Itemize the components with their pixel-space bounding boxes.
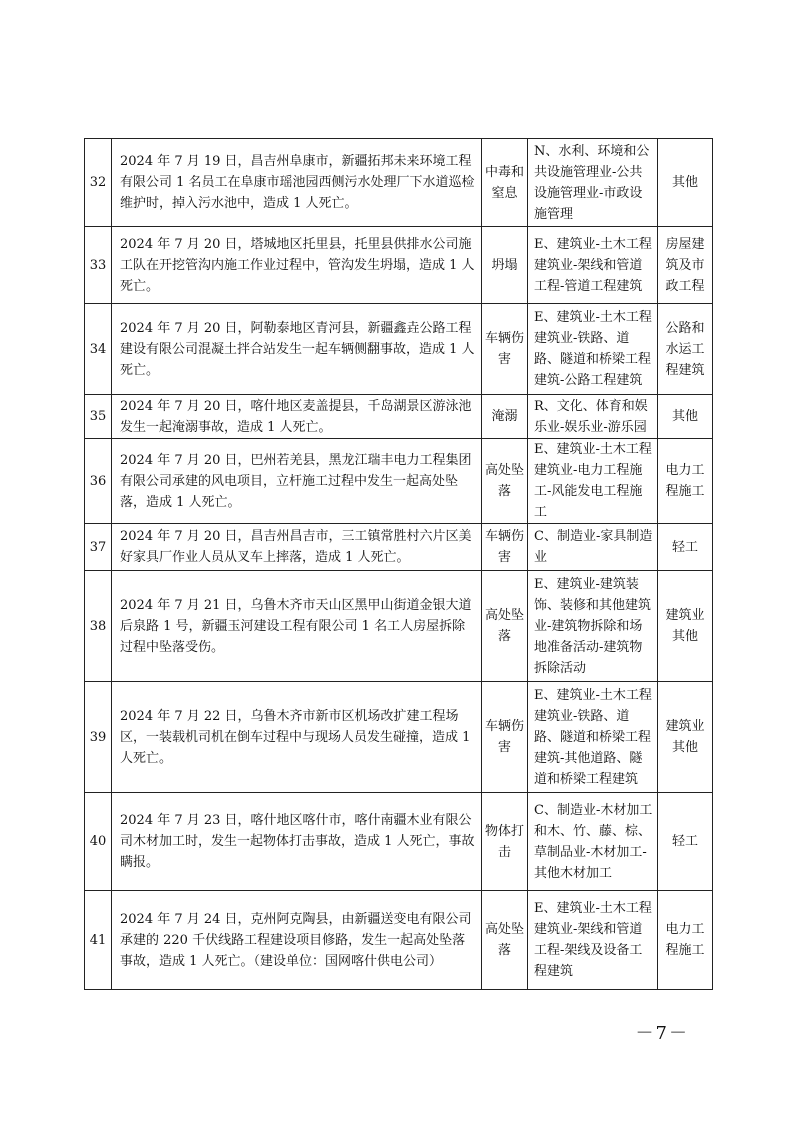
row-number: 35 [85,395,112,439]
industry-category: 建筑业其他 [658,571,713,682]
row-number: 40 [85,793,112,891]
table-row [85,139,713,227]
industry-category: 轻工 [658,524,713,571]
table-row [85,227,713,304]
accident-type: 车辆伤害 [482,524,528,571]
industry-classification: E、建筑业-土木工程建筑业-架线和管道工程-管道工程建筑 [528,227,658,304]
row-number: 34 [85,304,112,395]
accident-description: 2024 年 7 月 23 日，喀什地区喀什市，喀什南疆木业有限公司木材加工时，发生一起物体打击事故，造成 1 人死亡，事故瞒报。 [112,793,482,891]
industry-classification: E、建筑业-土木工程建筑业-电力工程施工-风能发电工程施工 [528,439,658,524]
industry-classification: E、建筑业-建筑装饰、装修和其他建筑业-建筑物拆除和场地准备活动-建筑物拆除活动 [528,571,658,682]
industry-classification: E、建筑业-土木工程建筑业-铁路、道路、隧道和桥梁工程建筑-其他道路、隧道和桥梁工程建筑 [528,682,658,793]
accident-type: 中毒和窒息 [482,139,528,227]
row-number: 36 [85,439,112,524]
accident-type: 车辆伤害 [482,682,528,793]
row-number: 32 [85,139,112,227]
industry-category: 轻工 [658,793,713,891]
accident-type: 淹溺 [482,395,528,439]
row-number: 33 [85,227,112,304]
industry-category: 电力工程施工 [658,891,713,990]
accident-description: 2024 年 7 月 20 日，喀什地区麦盖提县，千岛湖景区游泳池发生一起淹溺事故，造成 1 人死亡。 [112,395,482,439]
industry-classification: C、制造业-木材加工和木、竹、藤、棕、草制品业-木材加工-其他木材加工 [528,793,658,891]
row-number: 37 [85,524,112,571]
accident-description: 2024 年 7 月 19 日，昌吉州阜康市，新疆拓邦未来环境工程有限公司 1 名员工在阜康市瑶池园西侧污水处理厂下水道巡检维护时，掉入污水池中，造成 1 人死亡。 [112,139,482,227]
row-number: 41 [85,891,112,990]
industry-category: 其他 [658,395,713,439]
accident-type: 物体打击 [482,793,528,891]
accident-type: 车辆伤害 [482,304,528,395]
industry-category: 公路和水运工程建筑 [658,304,713,395]
row-number: 39 [85,682,112,793]
industry-category: 房屋建筑及市政工程 [658,227,713,304]
accident-description: 2024 年 7 月 20 日，昌吉州昌吉市，三工镇常胜村六片区美好家具厂作业人员从叉车上摔落，造成 1 人死亡。 [112,524,482,571]
industry-classification: C、制造业-家具制造业 [528,524,658,571]
accident-type: 高处坠落 [482,891,528,990]
accident-type: 坍塌 [482,227,528,304]
table-row [85,524,713,571]
industry-classification: N、水利、环境和公共设施管理业-公共设施管理业-市政设施管理 [528,139,658,227]
table-row [85,891,713,990]
industry-category: 建筑业其他 [658,682,713,793]
industry-classification: E、建筑业-土木工程建筑业-架线和管道工程-架线及设备工程建筑 [528,891,658,990]
industry-category: 其他 [658,139,713,227]
row-number: 38 [85,571,112,682]
accident-description: 2024 年 7 月 22 日，乌鲁木齐市新市区机场改扩建工程场区，一装载机司机在倒车过程中与现场人员发生碰撞，造成 1 人死亡。 [112,682,482,793]
table-row [85,571,713,682]
accident-description: 2024 年 7 月 21 日，乌鲁木齐市天山区黑甲山街道金银大道后泉路 1 号，新疆玉河建设工程有限公司 1 名工人房屋拆除过程中坠落受伤。 [112,571,482,682]
table-row [85,395,713,439]
table-row [85,304,713,395]
accident-table [84,138,713,990]
industry-category: 电力工程施工 [658,439,713,524]
table-row [85,793,713,891]
accident-description: 2024 年 7 月 20 日，巴州若羌县，黑龙江瑞丰电力工程集团有限公司承建的风电项目，立杆施工过程中发生一起高处坠落，造成 1 人死亡。 [112,439,482,524]
accident-type: 高处坠落 [482,439,528,524]
industry-classification: E、建筑业-土木工程建筑业-铁路、道路、隧道和桥梁工程建筑-公路工程建筑 [528,304,658,395]
industry-classification: R、文化、体育和娱乐业-娱乐业-游乐园 [528,395,658,439]
accident-description: 2024 年 7 月 20 日，阿勒泰地区青河县，新疆鑫垚公路工程建设有限公司混凝土拌合站发生一起车辆侧翻事故，造成 1 人死亡。 [112,304,482,395]
accident-type: 高处坠落 [482,571,528,682]
table-row [85,682,713,793]
table-row [85,439,713,524]
accident-description: 2024 年 7 月 20 日，塔城地区托里县，托里县供排水公司施工队在开挖管沟内施工作业过程中，管沟发生坍塌，造成 1 人死亡。 [112,227,482,304]
accident-description: 2024 年 7 月 24 日，克州阿克陶县，由新疆送变电有限公司承建的 220 千伏线路工程建设项目修路，发生一起高处坠落事故，造成 1 人死亡。（建设单位：国网喀什供电公司） [112,891,482,990]
page-number: －7－ [635,1023,689,1044]
